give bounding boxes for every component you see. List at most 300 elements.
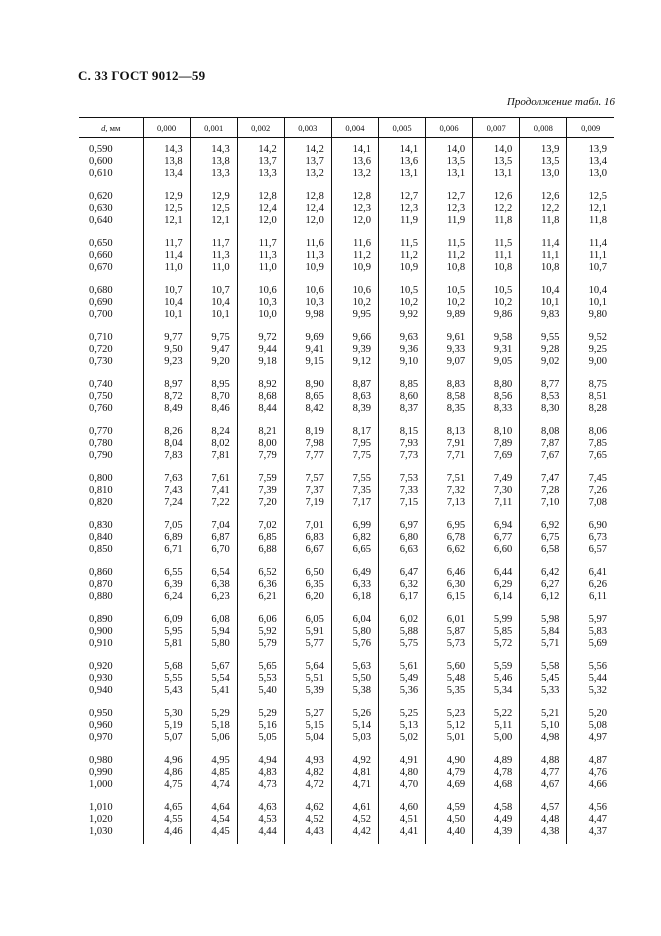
value-cell: 5,34 xyxy=(473,685,520,697)
value-cell: 4,91 xyxy=(378,755,425,767)
value-cell: 7,28 xyxy=(520,485,567,497)
spacer-cell xyxy=(190,556,237,567)
value-cell: 5,97 xyxy=(567,614,614,626)
value-cell: 10,3 xyxy=(284,297,331,309)
spacer-cell xyxy=(520,697,567,708)
value-cell: 5,53 xyxy=(237,673,284,685)
table-row xyxy=(79,144,614,156)
value-cell: 4,61 xyxy=(331,802,378,814)
spacer-cell xyxy=(143,415,190,426)
spacer-cell xyxy=(520,838,567,844)
value-cell: 9,50 xyxy=(143,344,190,356)
spacer-cell xyxy=(426,838,473,844)
diameter-cell: 0,970 xyxy=(89,732,113,743)
spacer-cell xyxy=(284,650,331,661)
value-cell: 5,40 xyxy=(237,685,284,697)
spacer-cell xyxy=(79,556,143,567)
value-cell: 5,77 xyxy=(284,638,331,650)
value-cell: 5,79 xyxy=(237,638,284,650)
spacer-cell xyxy=(284,274,331,285)
value-cell: 6,73 xyxy=(567,532,614,544)
value-cell: 5,72 xyxy=(473,638,520,650)
value-cell: 6,14 xyxy=(473,591,520,603)
spacer-cell xyxy=(473,415,520,426)
value-cell: 7,10 xyxy=(520,497,567,509)
table-row xyxy=(79,720,614,732)
value-cell: 9,80 xyxy=(567,309,614,321)
value-cell: 4,55 xyxy=(143,814,190,826)
spacer-cell xyxy=(520,368,567,379)
spacer-cell xyxy=(473,321,520,332)
value-cell: 4,75 xyxy=(143,779,190,791)
spacer-cell xyxy=(473,791,520,802)
spacer-cell xyxy=(79,791,143,802)
value-cell: 5,61 xyxy=(378,661,425,673)
value-cell: 10,6 xyxy=(331,285,378,297)
value-cell: 9,12 xyxy=(331,356,378,368)
value-cell: 7,13 xyxy=(426,497,473,509)
spacer-cell xyxy=(284,321,331,332)
value-cell: 8,10 xyxy=(473,426,520,438)
table-row xyxy=(79,591,614,603)
diameter-cell: 1,020 xyxy=(89,814,113,825)
value-cell: 11,7 xyxy=(143,238,190,250)
value-cell: 11,1 xyxy=(520,250,567,262)
value-cell: 5,71 xyxy=(520,638,567,650)
value-cell: 8,72 xyxy=(143,391,190,403)
diameter-cell: 0,930 xyxy=(89,673,113,684)
spacer-cell xyxy=(378,650,425,661)
spacer-cell xyxy=(237,368,284,379)
table-row xyxy=(79,544,614,556)
value-cell: 6,90 xyxy=(567,520,614,532)
table-row xyxy=(79,156,614,168)
value-cell: 10,4 xyxy=(143,297,190,309)
value-cell: 8,92 xyxy=(237,379,284,391)
value-cell: 12,0 xyxy=(331,215,378,227)
value-cell: 6,54 xyxy=(190,567,237,579)
value-cell: 10,8 xyxy=(426,262,473,274)
diameter-cell: 0,960 xyxy=(89,720,113,731)
spacer-cell xyxy=(567,368,614,379)
spacer-cell xyxy=(237,321,284,332)
value-cell: 4,70 xyxy=(378,779,425,791)
value-cell: 6,63 xyxy=(378,544,425,556)
header-cell-column: 0,003 xyxy=(284,118,331,138)
value-cell: 4,88 xyxy=(520,755,567,767)
diameter-cell: 0,780 xyxy=(89,438,113,449)
value-cell: 4,95 xyxy=(190,755,237,767)
value-cell: 7,47 xyxy=(520,473,567,485)
spacer-cell xyxy=(143,180,190,191)
diameter-cell: 0,850 xyxy=(89,544,113,555)
value-cell: 10,0 xyxy=(237,309,284,321)
spacer-cell xyxy=(520,650,567,661)
spacer-cell xyxy=(284,509,331,520)
value-cell: 7,49 xyxy=(473,473,520,485)
value-cell: 9,31 xyxy=(473,344,520,356)
value-cell: 5,87 xyxy=(426,626,473,638)
value-cell: 5,54 xyxy=(190,673,237,685)
spacer-cell xyxy=(143,368,190,379)
group-spacer xyxy=(79,791,614,802)
diameter-cell: 0,890 xyxy=(89,614,113,625)
value-cell: 4,57 xyxy=(520,802,567,814)
value-cell: 4,52 xyxy=(331,814,378,826)
value-cell: 5,29 xyxy=(190,708,237,720)
value-cell: 5,06 xyxy=(190,732,237,744)
value-cell: 11,0 xyxy=(190,262,237,274)
value-cell: 11,0 xyxy=(143,262,190,274)
diameter-cell: 0,630 xyxy=(89,203,113,214)
value-cell: 4,80 xyxy=(378,767,425,779)
header-cell-column: 0,002 xyxy=(237,118,284,138)
value-cell: 12,4 xyxy=(237,203,284,215)
value-cell: 5,01 xyxy=(426,732,473,744)
table-row xyxy=(79,614,614,626)
value-cell: 7,59 xyxy=(237,473,284,485)
spacer-cell xyxy=(473,368,520,379)
value-cell: 8,70 xyxy=(190,391,237,403)
spacer-cell xyxy=(426,180,473,191)
value-cell: 9,83 xyxy=(520,309,567,321)
value-cell: 6,12 xyxy=(520,591,567,603)
value-cell: 13,5 xyxy=(520,156,567,168)
value-cell: 12,1 xyxy=(567,203,614,215)
spacer-cell xyxy=(190,415,237,426)
value-cell: 4,77 xyxy=(520,767,567,779)
value-cell: 12,5 xyxy=(567,191,614,203)
value-cell: 9,61 xyxy=(426,332,473,344)
group-spacer xyxy=(79,274,614,285)
value-cell: 5,59 xyxy=(473,661,520,673)
value-cell: 4,38 xyxy=(520,826,567,838)
value-cell: 12,5 xyxy=(190,203,237,215)
spacer-cell xyxy=(331,603,378,614)
value-cell: 7,45 xyxy=(567,473,614,485)
diameter-cell: 0,680 xyxy=(89,285,113,296)
value-cell: 11,9 xyxy=(378,215,425,227)
table-row xyxy=(79,238,614,250)
value-cell: 11,8 xyxy=(567,215,614,227)
value-cell: 13,3 xyxy=(237,168,284,180)
table-continuation-caption: Продолжение табл. 16 xyxy=(506,96,615,108)
spacer-cell xyxy=(79,697,143,708)
spacer-cell xyxy=(143,791,190,802)
spacer-cell xyxy=(520,415,567,426)
value-cell: 13,7 xyxy=(284,156,331,168)
value-cell: 7,87 xyxy=(520,438,567,450)
value-cell: 13,8 xyxy=(190,156,237,168)
header-cell-column: 0,000 xyxy=(143,118,190,138)
table-row xyxy=(79,426,614,438)
spacer-cell xyxy=(378,838,425,844)
value-cell: 13,3 xyxy=(190,168,237,180)
value-cell: 6,65 xyxy=(331,544,378,556)
value-cell: 6,75 xyxy=(520,532,567,544)
value-cell: 7,85 xyxy=(567,438,614,450)
value-cell: 5,21 xyxy=(520,708,567,720)
value-cell: 12,8 xyxy=(237,191,284,203)
value-cell: 4,83 xyxy=(237,767,284,779)
spacer-cell xyxy=(426,415,473,426)
value-cell: 6,30 xyxy=(426,579,473,591)
spacer-cell xyxy=(378,227,425,238)
value-cell: 11,4 xyxy=(520,238,567,250)
table-row xyxy=(79,379,614,391)
value-cell: 7,81 xyxy=(190,450,237,462)
value-cell: 4,40 xyxy=(426,826,473,838)
value-cell: 4,94 xyxy=(237,755,284,767)
value-cell: 13,2 xyxy=(331,168,378,180)
diameter-cell: 0,720 xyxy=(89,344,113,355)
value-cell: 5,85 xyxy=(473,626,520,638)
value-cell: 5,58 xyxy=(520,661,567,673)
spacer-cell xyxy=(567,838,614,844)
value-cell: 7,57 xyxy=(284,473,331,485)
table-header xyxy=(79,118,614,138)
value-cell: 5,20 xyxy=(567,708,614,720)
value-cell: 9,58 xyxy=(473,332,520,344)
value-cell: 5,11 xyxy=(473,720,520,732)
value-cell: 8,97 xyxy=(143,379,190,391)
spacer-cell xyxy=(143,274,190,285)
value-cell: 6,77 xyxy=(473,532,520,544)
value-cell: 10,4 xyxy=(567,285,614,297)
value-cell: 6,18 xyxy=(331,591,378,603)
value-cell: 8,04 xyxy=(143,438,190,450)
value-cell: 5,05 xyxy=(237,732,284,744)
value-cell: 10,6 xyxy=(237,285,284,297)
value-cell: 7,79 xyxy=(237,450,284,462)
value-cell: 4,90 xyxy=(426,755,473,767)
value-cell: 11,5 xyxy=(473,238,520,250)
spacer-cell xyxy=(143,556,190,567)
diameter-cell: 0,670 xyxy=(89,262,113,273)
spacer-cell xyxy=(331,321,378,332)
diameter-cell: 0,920 xyxy=(89,661,113,672)
value-cell: 13,1 xyxy=(473,168,520,180)
value-cell: 6,85 xyxy=(237,532,284,544)
value-cell: 4,42 xyxy=(331,826,378,838)
spacer-cell xyxy=(473,744,520,755)
value-cell: 5,50 xyxy=(331,673,378,685)
value-cell: 8,85 xyxy=(378,379,425,391)
value-cell: 7,08 xyxy=(567,497,614,509)
value-cell: 5,30 xyxy=(143,708,190,720)
value-cell: 6,06 xyxy=(237,614,284,626)
value-cell: 13,4 xyxy=(143,168,190,180)
spacer-cell xyxy=(237,415,284,426)
spacer-cell xyxy=(520,556,567,567)
table-row xyxy=(79,297,614,309)
value-cell: 7,20 xyxy=(237,497,284,509)
value-cell: 12,0 xyxy=(284,215,331,227)
value-cell: 4,50 xyxy=(426,814,473,826)
value-cell: 5,23 xyxy=(426,708,473,720)
value-cell: 9,25 xyxy=(567,344,614,356)
group-spacer xyxy=(79,321,614,332)
spacer-cell xyxy=(378,180,425,191)
spacer-cell xyxy=(79,462,143,473)
group-spacer xyxy=(79,180,614,191)
value-cell: 6,35 xyxy=(284,579,331,591)
spacer-cell xyxy=(79,415,143,426)
spacer-cell xyxy=(520,274,567,285)
diameter-cell: 0,710 xyxy=(89,332,113,343)
value-cell: 9,00 xyxy=(567,356,614,368)
value-cell: 4,78 xyxy=(473,767,520,779)
value-cell: 4,51 xyxy=(378,814,425,826)
value-cell: 11,4 xyxy=(143,250,190,262)
spacer-cell xyxy=(378,791,425,802)
spacer-cell xyxy=(426,650,473,661)
spacer-cell xyxy=(284,697,331,708)
spacer-cell xyxy=(284,603,331,614)
header-cell-column: 0,006 xyxy=(426,118,473,138)
value-cell: 7,05 xyxy=(143,520,190,532)
diameter-cell: 0,730 xyxy=(89,356,113,367)
value-cell: 10,3 xyxy=(237,297,284,309)
value-cell: 5,25 xyxy=(378,708,425,720)
value-cell: 12,3 xyxy=(426,203,473,215)
value-cell: 13,6 xyxy=(331,156,378,168)
table-row xyxy=(79,332,614,344)
spacer-cell xyxy=(284,227,331,238)
spacer-cell xyxy=(520,744,567,755)
spacer-cell xyxy=(473,180,520,191)
value-cell: 6,27 xyxy=(520,579,567,591)
value-cell: 4,67 xyxy=(520,779,567,791)
value-cell: 6,78 xyxy=(426,532,473,544)
value-cell: 14,3 xyxy=(143,144,190,156)
value-cell: 10,9 xyxy=(331,262,378,274)
value-cell: 4,82 xyxy=(284,767,331,779)
value-cell: 9,39 xyxy=(331,344,378,356)
diameter-cell: 0,950 xyxy=(89,708,113,719)
spacer-cell xyxy=(190,180,237,191)
table-row xyxy=(79,497,614,509)
diameter-cell: 0,910 xyxy=(89,638,113,649)
value-cell: 5,07 xyxy=(143,732,190,744)
spacer-cell xyxy=(473,697,520,708)
value-cell: 6,57 xyxy=(567,544,614,556)
value-cell: 5,41 xyxy=(190,685,237,697)
spacer-cell xyxy=(331,791,378,802)
header-cell-column: 0,004 xyxy=(331,118,378,138)
spacer-cell xyxy=(567,227,614,238)
header-cell-column: 0,008 xyxy=(520,118,567,138)
spacer-cell xyxy=(567,791,614,802)
spacer-cell xyxy=(237,791,284,802)
value-cell: 4,96 xyxy=(143,755,190,767)
table-row xyxy=(79,203,614,215)
table-row xyxy=(79,826,614,838)
diameter-cell: 0,900 xyxy=(89,626,113,637)
header-cell-diameter xyxy=(79,118,143,138)
spacer-cell xyxy=(237,556,284,567)
value-cell: 4,62 xyxy=(284,802,331,814)
diameter-cell: 0,990 xyxy=(89,767,113,778)
value-cell: 8,58 xyxy=(426,391,473,403)
spacer-cell xyxy=(331,368,378,379)
diameter-cell: 0,600 xyxy=(89,156,113,167)
group-spacer xyxy=(79,697,614,708)
value-cell: 4,89 xyxy=(473,755,520,767)
group-spacer xyxy=(79,838,614,844)
diameter-cell: 0,740 xyxy=(89,379,113,390)
value-cell: 11,3 xyxy=(190,250,237,262)
spacer-cell xyxy=(520,791,567,802)
value-cell: 12,6 xyxy=(520,191,567,203)
value-cell: 8,35 xyxy=(426,403,473,415)
spacer-cell xyxy=(79,321,143,332)
diameter-cell: 0,660 xyxy=(89,250,113,261)
value-cell: 4,63 xyxy=(237,802,284,814)
value-cell: 13,0 xyxy=(567,168,614,180)
spacer-cell xyxy=(473,274,520,285)
value-cell: 5,68 xyxy=(143,661,190,673)
spacer-cell xyxy=(331,744,378,755)
value-cell: 5,33 xyxy=(520,685,567,697)
table-row xyxy=(79,285,614,297)
value-cell: 9,15 xyxy=(284,356,331,368)
value-cell: 6,44 xyxy=(473,567,520,579)
value-cell: 7,93 xyxy=(378,438,425,450)
value-cell: 12,8 xyxy=(284,191,331,203)
value-cell: 4,92 xyxy=(331,755,378,767)
value-cell: 9,33 xyxy=(426,344,473,356)
spacer-cell xyxy=(190,603,237,614)
value-cell: 4,49 xyxy=(473,814,520,826)
value-cell: 9,69 xyxy=(284,332,331,344)
value-cell: 7,89 xyxy=(473,438,520,450)
value-cell: 6,67 xyxy=(284,544,331,556)
spacer-cell xyxy=(331,227,378,238)
spacer-cell xyxy=(378,462,425,473)
value-cell: 8,30 xyxy=(520,403,567,415)
table-row xyxy=(79,520,614,532)
diameter-cell: 0,590 xyxy=(89,144,113,155)
value-cell: 6,26 xyxy=(567,579,614,591)
table-row xyxy=(79,532,614,544)
value-cell: 9,52 xyxy=(567,332,614,344)
value-cell: 4,87 xyxy=(567,755,614,767)
value-cell: 5,56 xyxy=(567,661,614,673)
spacer-cell xyxy=(143,697,190,708)
value-cell: 5,18 xyxy=(190,720,237,732)
spacer-cell xyxy=(378,556,425,567)
spacer-cell xyxy=(79,744,143,755)
group-spacer xyxy=(79,744,614,755)
value-cell: 6,87 xyxy=(190,532,237,544)
value-cell: 7,02 xyxy=(237,520,284,532)
value-cell: 6,60 xyxy=(473,544,520,556)
spacer-cell xyxy=(426,556,473,567)
value-cell: 13,9 xyxy=(567,144,614,156)
value-cell: 7,17 xyxy=(331,497,378,509)
value-cell: 7,37 xyxy=(284,485,331,497)
table-row xyxy=(79,579,614,591)
group-spacer xyxy=(79,462,614,473)
value-cell: 6,20 xyxy=(284,591,331,603)
value-cell: 7,39 xyxy=(237,485,284,497)
spacer-cell xyxy=(237,838,284,844)
value-cell: 5,22 xyxy=(473,708,520,720)
value-cell: 5,39 xyxy=(284,685,331,697)
value-cell: 7,53 xyxy=(378,473,425,485)
value-cell: 8,51 xyxy=(567,391,614,403)
